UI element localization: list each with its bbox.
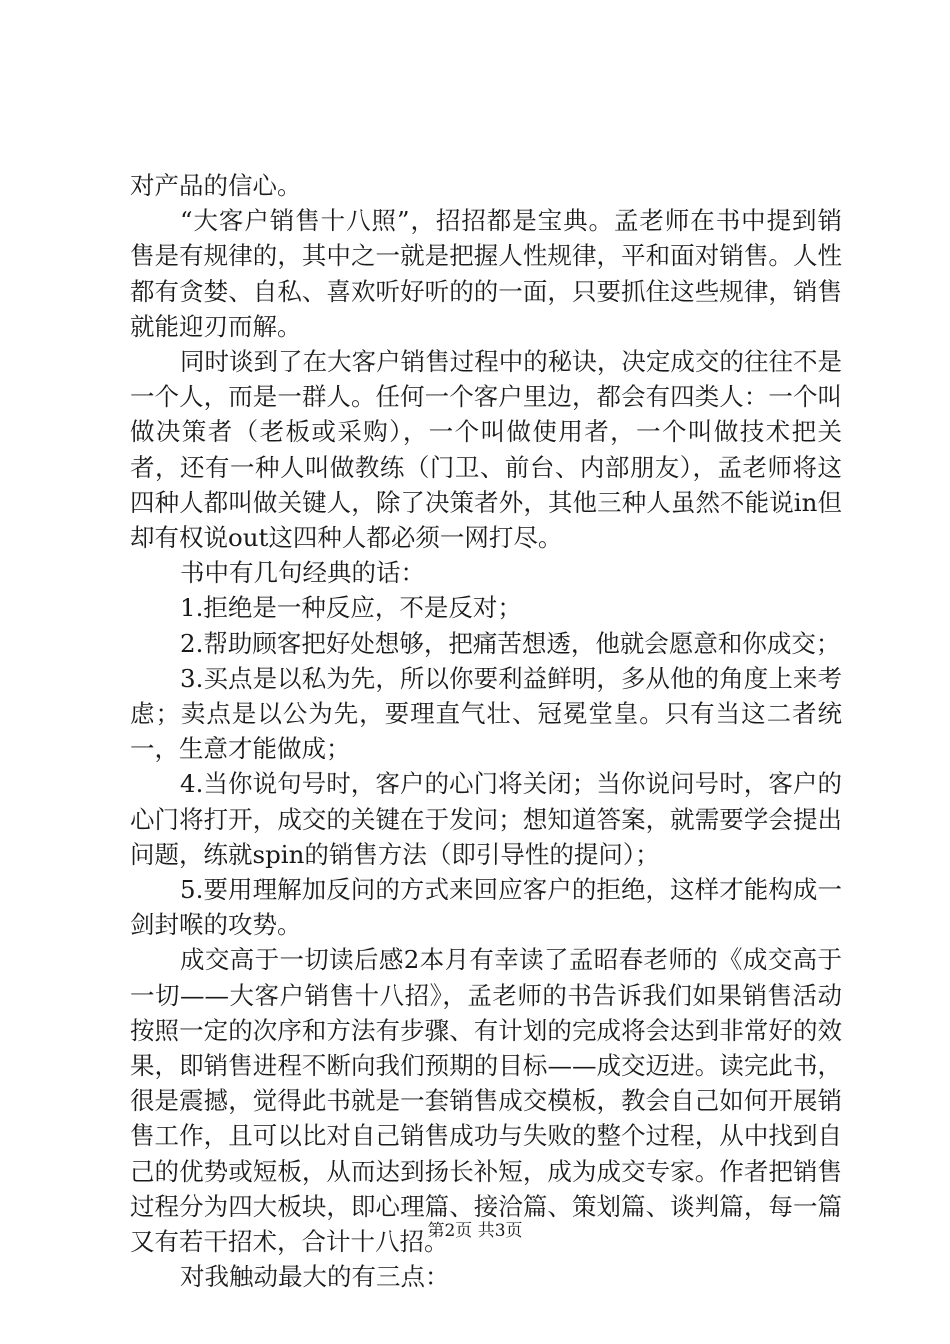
paragraph-3: 同时谈到了在大客户销售过程中的秘诀，决定成交的往往不是一个人，而是一群人。任何一个客户里边，都会有四类人：一个叫做决策者（老板或采购），一个叫做使用者，一个叫做技术把关者，还有一种人叫做教练（门卫、前台、内部朋友），孟老师将这四种人都叫做关键人，除了决策者外，其他三种人虽然不能说in但却有权说out这四种人都必须一网打尽。 xyxy=(130,347,842,553)
list-item-5: 5.要用理解加反问的方式来回应客户的拒绝，这样才能构成一剑封喉的攻势。 xyxy=(130,875,842,940)
list-item-1: 1.拒绝是一种反应，不是反对； xyxy=(180,593,522,623)
paragraph-2: “大客户销售十八照”，招招都是宝典。孟老师在书中提到销售是有规律的，其中之一就是把握人性规律，平和面对销售。人性都有贪婪、自私、喜欢听好听的的一面，只要抓住这些规律，销售就能迎刃而解。 xyxy=(130,206,842,341)
paragraph-1: 对产品的信心。 xyxy=(130,171,302,200)
paragraph-4: 书中有几句经典的话： xyxy=(180,558,425,588)
list-item-3: 3.买点是以私为先，所以你要利益鲜明，多从他的角度上来考虑；卖点是以公为先，要理直气壮、冠冕堂皇。只有当这二者统一，生意才能做成； xyxy=(130,663,842,764)
paragraph-6: 对我触动最大的有三点： xyxy=(180,1262,450,1292)
paragraph-5: 成交高于一切读后感2本月有幸读了孟昭春老师的《成交高于一切——大客户销售十八招》，孟老师的书告诉我们如果销售活动按照一定的次序和方法有步骤、有计划的完成将会达到非常好的效果，即销售进程不断向我们预期的目标——成交迈进。读完此书，很是震撼，觉得此书就是一套销售成交模板，教会自己如何开展销售工作，且可以比对自己销售成功与失败的整个过程，从中找到自己的优势或短板，从而达到扬长补短，成为成交专家。作者把销售过程分为四大板块，即心理篇、接洽篇、策划篇、谈判篇，每一篇又有若干招术，合计十八招。 xyxy=(130,945,842,1257)
list-item-2: 2.帮助顾客把好处想够，把痛苦想透，他就会愿意和你成交； xyxy=(180,628,841,658)
list-item-4: 4.当你说句号时，客户的心门将关闭；当你说问号时，客户的心门将打开，成交的关键在于发问；想知道答案，就需要学会提出问题，练就spin的销售方法（即引导性的提问）； xyxy=(130,769,842,869)
page-number-footer: 第2页 共3页 xyxy=(427,1221,523,1241)
document-body xyxy=(130,168,842,1295)
